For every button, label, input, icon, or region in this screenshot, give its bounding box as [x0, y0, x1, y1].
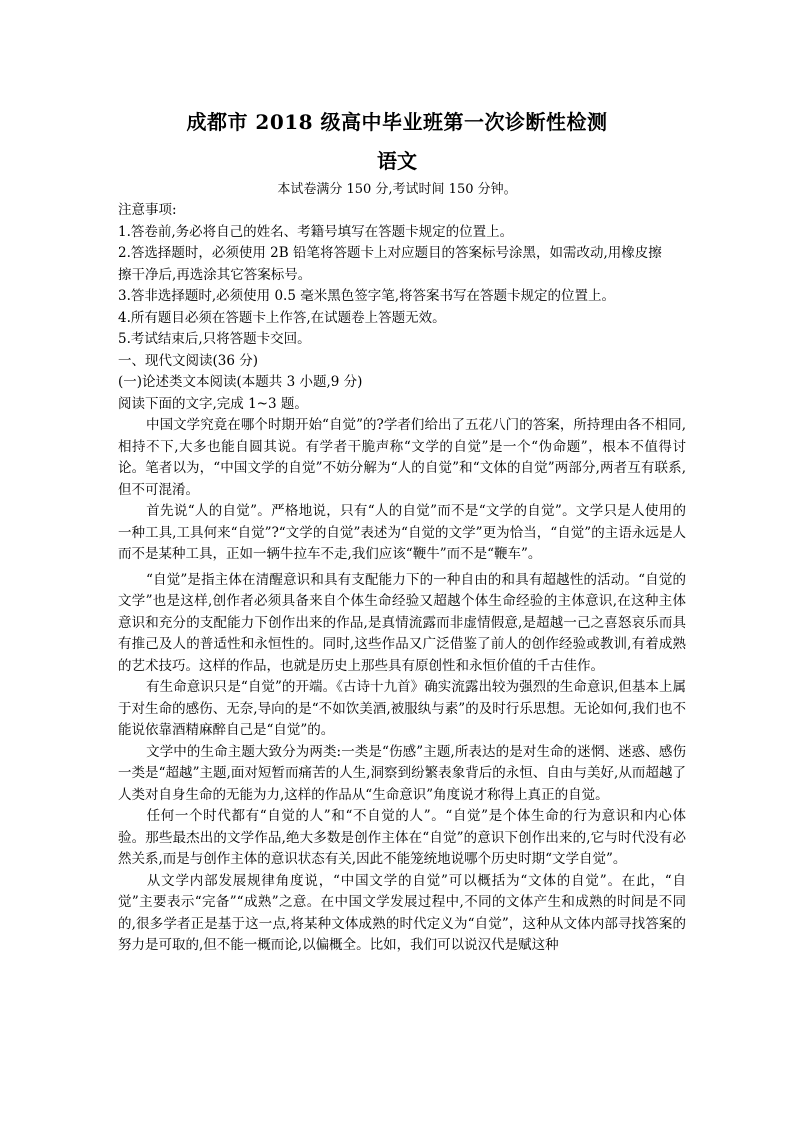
paragraph-text: 从文学内部发展规律角度说，“中国文学的自觉”可以概括为“文体的自觉”。在此，“自觉”主要表示“完备”“成熟”之意。在中国文学发展过程中,不同的文体产生和成熟的时间是不同的,很多学者正是基于这一点,将某种文体成熟的时代定义为“自觉”，这种从文体内部寻找答案的努力是可取的,但不能一概而论,以偏概全。比如，我们可以说汉代是赋这种 [118, 872, 686, 953]
paragraph-text: 中国文学究竟在哪个时期开始“自觉”的?学者们给出了五花八门的答案，所持理由各不相同,相持不下,大多也能自圆其说。有学者干脆声称“文学的自觉”是一个“伪命题”，根本不值得讨论。笔者以为，“中国文学的自觉”不妨分解为“人的自觉”和“文体的自觉”两部分,两者互有联系,但不可混淆。 [118, 417, 686, 498]
notes-item: 3.答非选择题时,必须使用 0.5 毫米黑色签字笔,将答案书写在答题卡规定的位置上。 [118, 288, 616, 304]
body-paragraph [118, 501, 686, 566]
exam-meta: 本试卷满分 150 分,考试时间 150 分钟。 [277, 182, 517, 197]
notes-item: 5.考试结束后,只将答题卡交回。 [118, 331, 311, 347]
paragraph-text: 任何一个时代都有“自觉的人”和“不自觉的人”。“自觉”是个体生命的行为意识和内心体验。那些最杰出的文学作品,绝大多数是创作主体在“自觉”的意识下创作出来的,它与时代没有必然关系,而是与创作主体的意识状态有关,因此不能笼统地说哪个历史时期“文学自觉”。 [118, 808, 686, 867]
body-paragraph [118, 570, 686, 678]
paragraph-text: 首先说“人的自觉”。严格地说，只有“人的自觉”而不是“文学的自觉”。文学只是人使用的一种工具,工具何来“自觉”?“文学的自觉”表述为“自觉的文学”更为恰当，“自觉”的主语永远是人而不是某种工具，正如一辆牛拉车不走,我们应该“鞭牛”而不是“鞭车”。 [118, 503, 686, 562]
notes-item: 2.答选择题时，必须使用 2B 铅笔将答题卡上对应题目的答案标号涂黑，如需改动,用橡皮擦 [118, 245, 662, 261]
notes-item: 擦干净后,再选涂其它答案标号。 [118, 266, 312, 283]
paragraph-text: 有生命意识只是“自觉”的开端。《古诗十九首》确实流露出较为强烈的生命意识,但基本上属于对生命的感伤、无奈,导向的是“不如饮美酒,被服纨与素”的及时行乐思想。无论如何,我们也不能说依靠酒精麻醉自己是“自觉”的。 [118, 679, 686, 738]
notes-item: 1.答卷前,务必将自己的姓名、考籍号填写在答题卡规定的位置上。 [118, 223, 514, 240]
notes-item: 4.所有题目必须在答题卡上作答,在试题卷上答题无效。 [118, 309, 446, 326]
document-body [118, 200, 686, 957]
body-paragraph [118, 415, 686, 501]
paragraph-text: “自觉”是指主体在清醒意识和具有支配能力下的一种自由的和具有超越性的活动。“自觉的文学”也是这样,创作者必须具备来自个体生命经验又超越个体生命经验的主体意识,在这种主体意识和充分的支配能力下创作出来的作品,是真情流露而非虚情假意,是超越一己之喜怒哀乐而具有推己及人的普适性和永恒性的。同时,这些作品又广泛借鉴了前人的创作经验或教训,有着成熟的艺术技巧。这样的作品，也就是历史上那些具有原创性和永恒价值的千古佳作。 [118, 571, 686, 674]
paragraph-text: 文学中的生命主题大致分为两类:一类是“伤感”主题,所表达的是对生命的迷惘、迷惑、感伤一类是“超越”主题,面对短暂而痛苦的人生,洞察到纷繁表象背后的永恒、自由与美好,从而超越了人类对自身生命的无能为力,这样的作品从“生命意识”角度说才称得上真正的自觉。 [118, 743, 686, 803]
reading-instruction: 阅读下面的文字,完成 1~3 题。 [118, 395, 308, 412]
body-paragraph [118, 742, 686, 807]
section-heading: 一、现代文阅读(36 分) [118, 352, 259, 369]
body-paragraph [118, 806, 686, 871]
notes-heading: 注意事项: [118, 202, 177, 218]
body-paragraph [118, 871, 686, 957]
exam-title: 成都市 2018 级高中毕业班第一次诊断性检测 [186, 110, 608, 134]
body-paragraph [118, 677, 686, 742]
subsection-heading: (一)论述类文本阅读(本题共 3 小题,9 分) [118, 374, 363, 390]
subject-title: 语文 [377, 149, 417, 173]
